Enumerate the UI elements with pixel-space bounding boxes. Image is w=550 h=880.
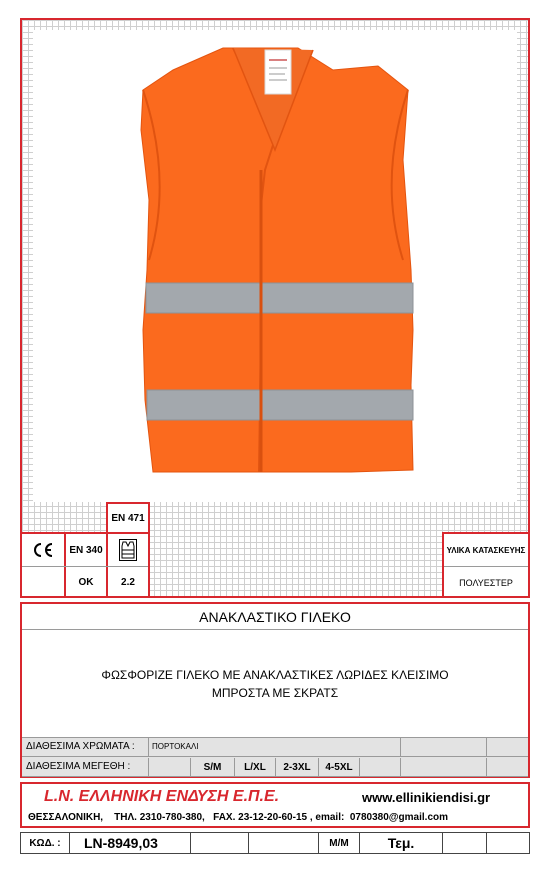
product-photo [33, 30, 517, 502]
en340-cell [66, 534, 106, 566]
product-title-row [22, 604, 528, 630]
unit-value: Τεμ. [387, 835, 415, 851]
en340-label: EN 340 [69, 544, 103, 556]
en471-cell [106, 502, 150, 534]
product-title: ΑΝΑΚΛΑΣΤΙΚΟ ΓΙΛΕΚΟ [199, 608, 351, 625]
code-value: LN-8949,03 [84, 835, 158, 851]
material-value: ΠΟΛΥΕΣΤΕΡ [459, 577, 513, 588]
ce-value-cell [22, 567, 64, 598]
size-option: L/XL [244, 762, 266, 773]
en471-class-value: 2.2 [121, 577, 135, 588]
size-option: S/M [203, 762, 222, 773]
hi-vis-vest-icon [119, 539, 137, 561]
reflective-stripe-bottom [147, 390, 413, 420]
company-name: L.N. ΕΛΛΗΝΙΚΗ ΕΝΔΥΣΗ Ε.Π.Ε. [44, 788, 280, 805]
size-option: 4-5XL [325, 762, 353, 773]
unit-label-cell [319, 833, 359, 853]
code-value-cell [70, 833, 190, 853]
ce-mark-icon [32, 542, 54, 558]
company-contact: ΘΕΣΣΑΛΟΝΙΚΗ, ΤΗΛ. 2310-780-380, FAX. 23-12-20-60-15 , email: 0780380@gmail.com [28, 812, 449, 823]
vest-tag [265, 50, 291, 94]
vest-illustration [33, 30, 517, 502]
ce-mark-cell [22, 534, 64, 566]
en340-value-cell [66, 567, 106, 598]
unit-value-cell [360, 833, 442, 853]
product-description-area [22, 631, 528, 736]
en340-value: OK [78, 577, 94, 588]
material-value-cell [444, 567, 528, 598]
sizes-label: ΔΙΑΘΕΣΙΜΑ ΜΕΓΕΘΗ : [26, 761, 131, 772]
product-description: ΦΩΣΦΟΡΙΖΕ ΓΙΛΕΚΟ ΜΕ ΑΝΑΚΛΑΣΤΙΚΕΣ ΛΩΡΙΔΕΣ ΚΛΕΙΣΙΜΟ ΜΠΡΟΣΤΑ ΜΕ ΣΚΡΑΤΣ [101, 667, 449, 700]
material-label-cell [444, 534, 528, 566]
unit-label: Μ/Μ [329, 837, 349, 849]
company-website: www.ellinikiendisi.gr [362, 790, 491, 805]
material-label: ΥΛΙΚΑ ΚΑΤΑΣΚΕΥΗΣ [446, 545, 526, 555]
colors-label: ΔΙΑΘΕΣΙΜΑ ΧΡΩΜΑΤΑ : [26, 741, 135, 752]
size-option: 2-3XL [283, 762, 311, 773]
colors-value: ΠΟΡΤΟΚΑΛΙ [152, 742, 199, 751]
hi-vis-pictogram-cell [108, 534, 148, 566]
en471-label: EN 471 [111, 512, 145, 524]
reflective-stripe-top [146, 283, 413, 313]
code-label: ΚΩΔ. : [29, 837, 61, 849]
en471-class-cell [108, 567, 148, 598]
code-label-cell [21, 833, 69, 853]
